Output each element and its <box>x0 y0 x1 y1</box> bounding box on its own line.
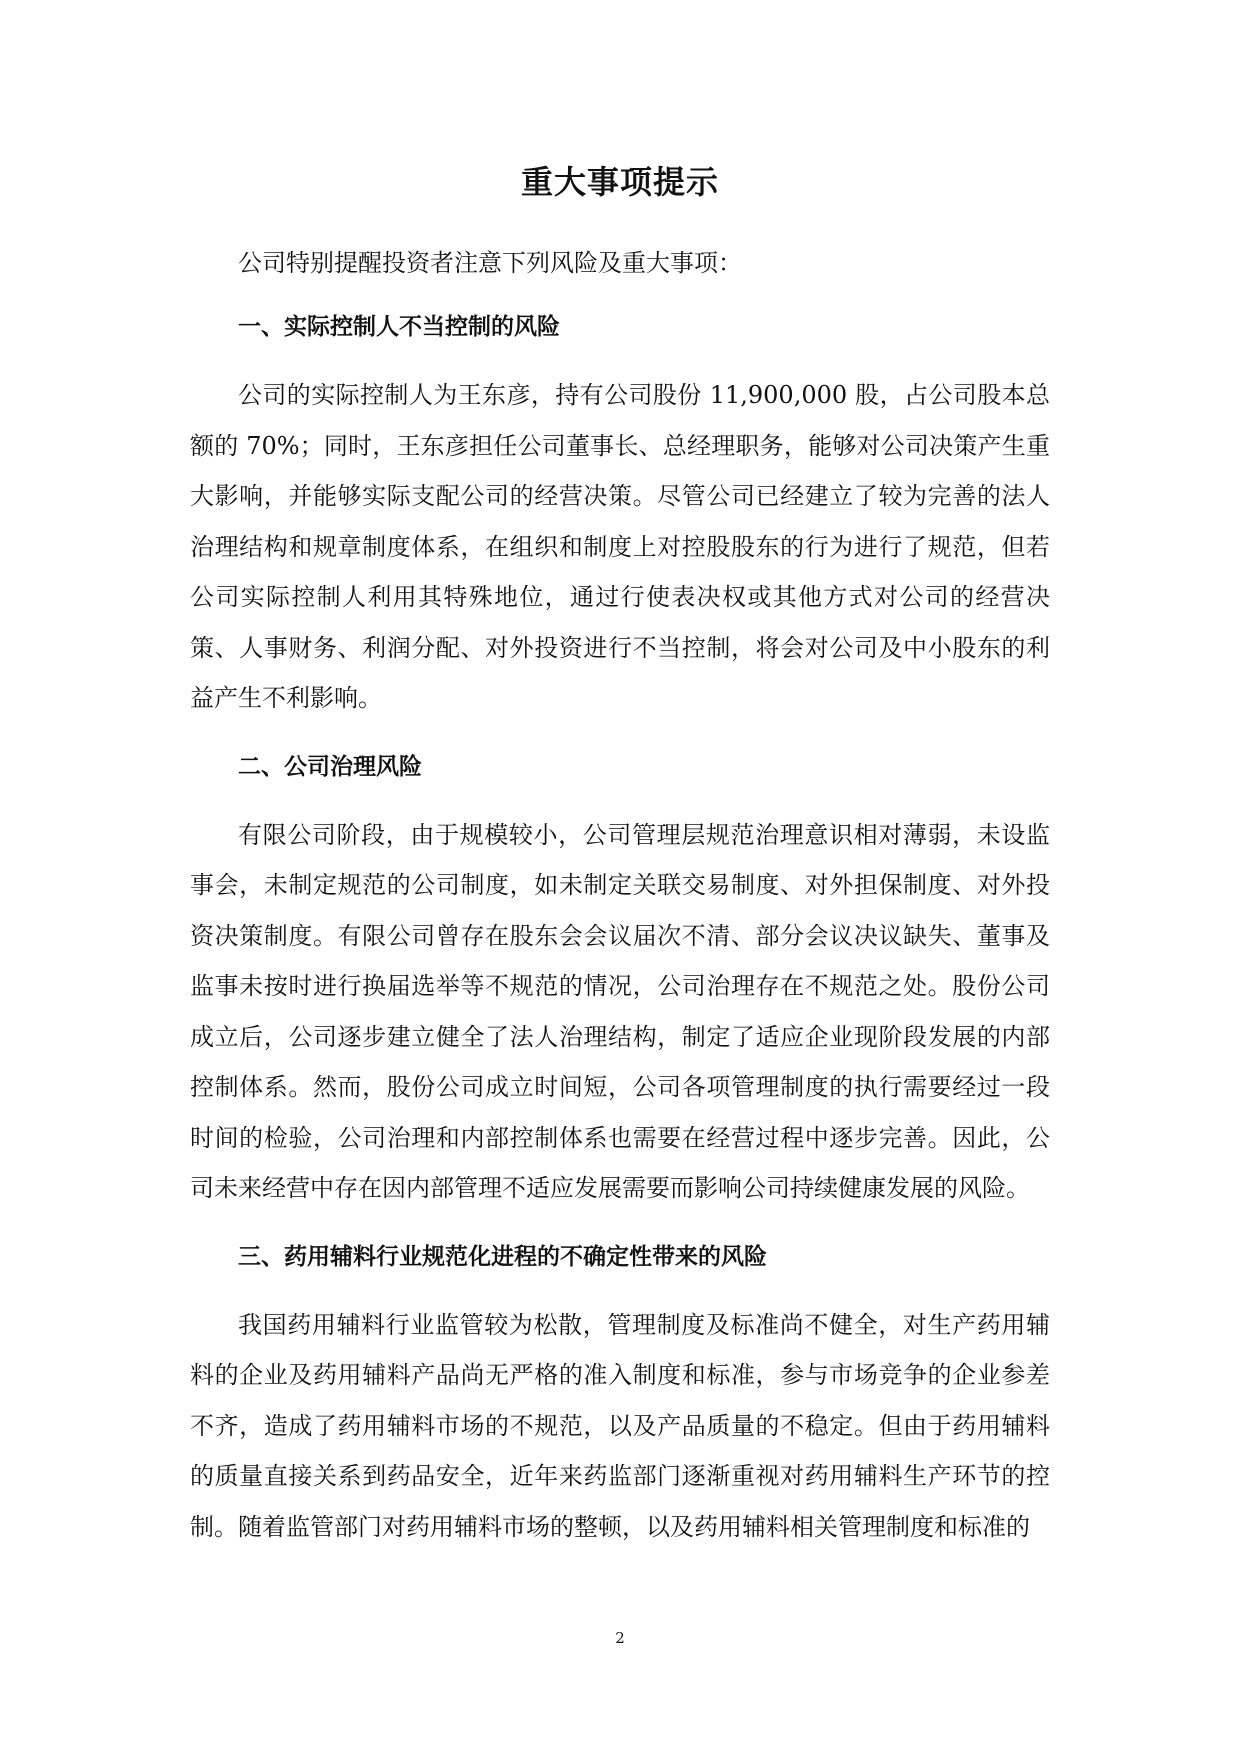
page-number: 2 <box>615 1629 625 1647</box>
section-paragraph: 公司的实际控制人为王东彦，持有公司股份 11,900,000 股，占公司股本总额的 70%；同时，王东彦担任公司董事长、总经理职务，能够对公司决策产生重大影响，并能够实际支配公司的经营决策。尽管公司已经建立了较为完善的法人治理结构和规章制度体系，在组织和制度上对控股股东的行为进行了规范，但若公司实际控制人利用其特殊地位，通过行使表决权或其他方式对公司的经营决策、人事财务、利润分配、对外投资进行不当控制，将会对公司及中小股东的利益产生不利影响。 <box>190 381 1050 712</box>
section-1 <box>190 302 1050 724</box>
page-title: 重大事项提示 <box>520 163 719 201</box>
intro-paragraph: 公司特别提醒投资者注意下列风险及重大事项： <box>238 249 742 277</box>
document-body <box>190 238 1050 1570</box>
section-paragraph: 我国药用辅料行业监管较为松散，管理制度及标准尚不健全，对生产药用辅料的企业及药用辅料产品尚无严格的准入制度和标准，参与市场竞争的企业参差不齐，造成了药用辅料市场的不规范，以及产品质量的不稳定。但由于药用辅料的质量直接关系到药品安全，近年来药监部门逐渐重视对药用辅料生产环节的控制。随着监管部门对药用辅料市场的整顿，以及药用辅料相关管理制度和标准的 <box>190 1310 1050 1541</box>
section-2 <box>190 742 1050 1214</box>
section-paragraph: 有限公司阶段，由于规模较小，公司管理层规范治理意识相对薄弱，未设监事会，未制定规范的公司制度，如未制定关联交易制度、对外担保制度、对外投资决策制度。有限公司曾存在股东会会议届次不清、部分会议决议缺失、董事及监事未按时进行换届选举等不规范的情况，公司治理存在不规范之处。股份公司成立后，公司逐步建立健全了法人治理结构，制定了适应企业现阶段发展的内部控制体系。然而，股份公司成立时间短，公司各项管理制度的执行需要经过一段时间的检验，公司治理和内部控制体系也需要在经营过程中逐步完善。因此，公司未来经营中存在因内部管理不适应发展需要而影响公司持续健康发展的风险。 <box>190 820 1050 1202</box>
section-heading: 二、公司治理风险 <box>238 753 422 780</box>
section-3 <box>190 1232 1050 1553</box>
section-heading: 一、实际控制人不当控制的风险 <box>238 314 560 340</box>
section-heading: 三、药用辅料行业规范化进程的不确定性带来的风险 <box>238 1243 767 1270</box>
